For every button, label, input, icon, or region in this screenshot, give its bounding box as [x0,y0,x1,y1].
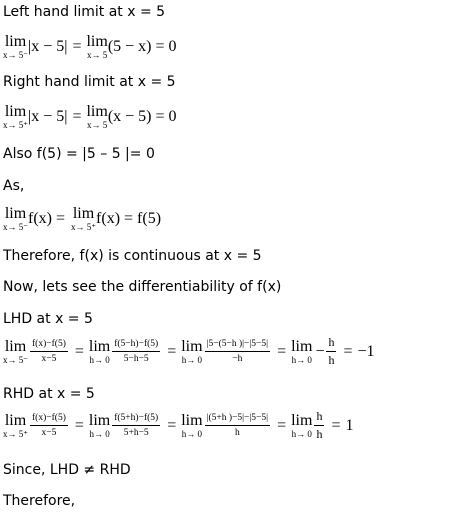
expression: |x − 5| [28,108,68,125]
limit-operator: lim x→ 5⁻ [3,205,29,232]
limit-operator: lim x→ 5⁻ [3,33,29,60]
limit-operator: lim x→ 5⁺ [3,103,29,130]
limit-operator: lim x→ 5⁺ [3,411,29,439]
expression: f(x) = [28,210,66,227]
fraction: $\frac{f(x)-f(5)}{x-5}$ [32,338,66,365]
therefore-line: Therefore, [3,493,76,509]
lhd-equation [3,336,375,367]
equals-sign: = [343,342,353,360]
limit-operator: lim x→ 5 [86,33,108,60]
equals-sign: = [74,342,84,360]
limit-operator: lim x→ 5⁻ [3,337,29,365]
expression: f(x) = f(5) [96,210,162,227]
expression: |x − 5| [28,38,68,55]
fraction: $\frac{f(x)-f(5)}{x-5}$ [32,412,66,439]
expression: (5 − x) = 0 [107,38,177,55]
limit-operator: lim h→ 0 [88,337,111,365]
equals-sign: = [72,108,82,125]
limit-operator: lim h→ 0 [181,337,203,365]
fraction: $\frac{f(5+h)-f(5)}{5+h-5}$ [114,412,159,439]
as-line: As, [3,178,25,194]
limit-operator: lim h→ 0 [88,411,111,439]
result: −1 [357,342,375,360]
expression: (x − 5) = 0 [107,108,177,125]
rhd-heading: RHD at x = 5 [3,386,95,402]
equals-sign: = [277,342,287,360]
continuity-equation [3,206,161,232]
equals-sign: = [74,416,84,434]
limit-operator: lim x→ 5 [86,103,108,130]
result: 1 [345,416,354,434]
right-hand-limit-heading: Right hand limit at x = 5 [3,74,176,90]
differentiability-intro: Now, lets see the differentiability of f(x) [3,279,282,295]
fraction: $\frac{h}{h}$ [328,335,335,368]
limit-operator: lim h→ 0 [181,411,203,439]
fraction: $\frac{|(5+h )-5|-|5-5|}{h}$ [206,412,269,439]
minus-sign: − [315,342,325,360]
since-line: Since, LHD ≠ RHD [3,462,131,478]
left-hand-limit-heading: Left hand limit at x = 5 [3,4,166,20]
limit-operator: lim h→ 0 [291,411,313,439]
rhd-equation [3,410,353,441]
limit-operator: lim x→ 5⁺ [71,205,97,232]
equals-sign: = [72,38,82,55]
lhd-heading: LHD at x = 5 [3,311,93,327]
limit-operator: lim h→ 0 [291,337,313,365]
fraction: $\frac{|5-(5-h )|-|5-5|}{-h}$ [206,338,269,365]
equals-sign: = [331,416,341,434]
left-hand-limit-equation [3,34,177,60]
equals-sign: = [277,416,287,434]
continuity-conclusion: Therefore, f(x) is continuous at x = 5 [3,248,262,264]
equals-sign: = [167,342,177,360]
equals-sign: = [167,416,177,434]
fraction: $\frac{h}{h}$ [316,409,323,442]
right-hand-limit-equation [3,104,177,130]
fraction: $\frac{f(5-h)-f(5)}{5-h-5}$ [114,338,159,365]
function-value-line: Also f(5) = |5 – 5 |= 0 [3,146,155,162]
